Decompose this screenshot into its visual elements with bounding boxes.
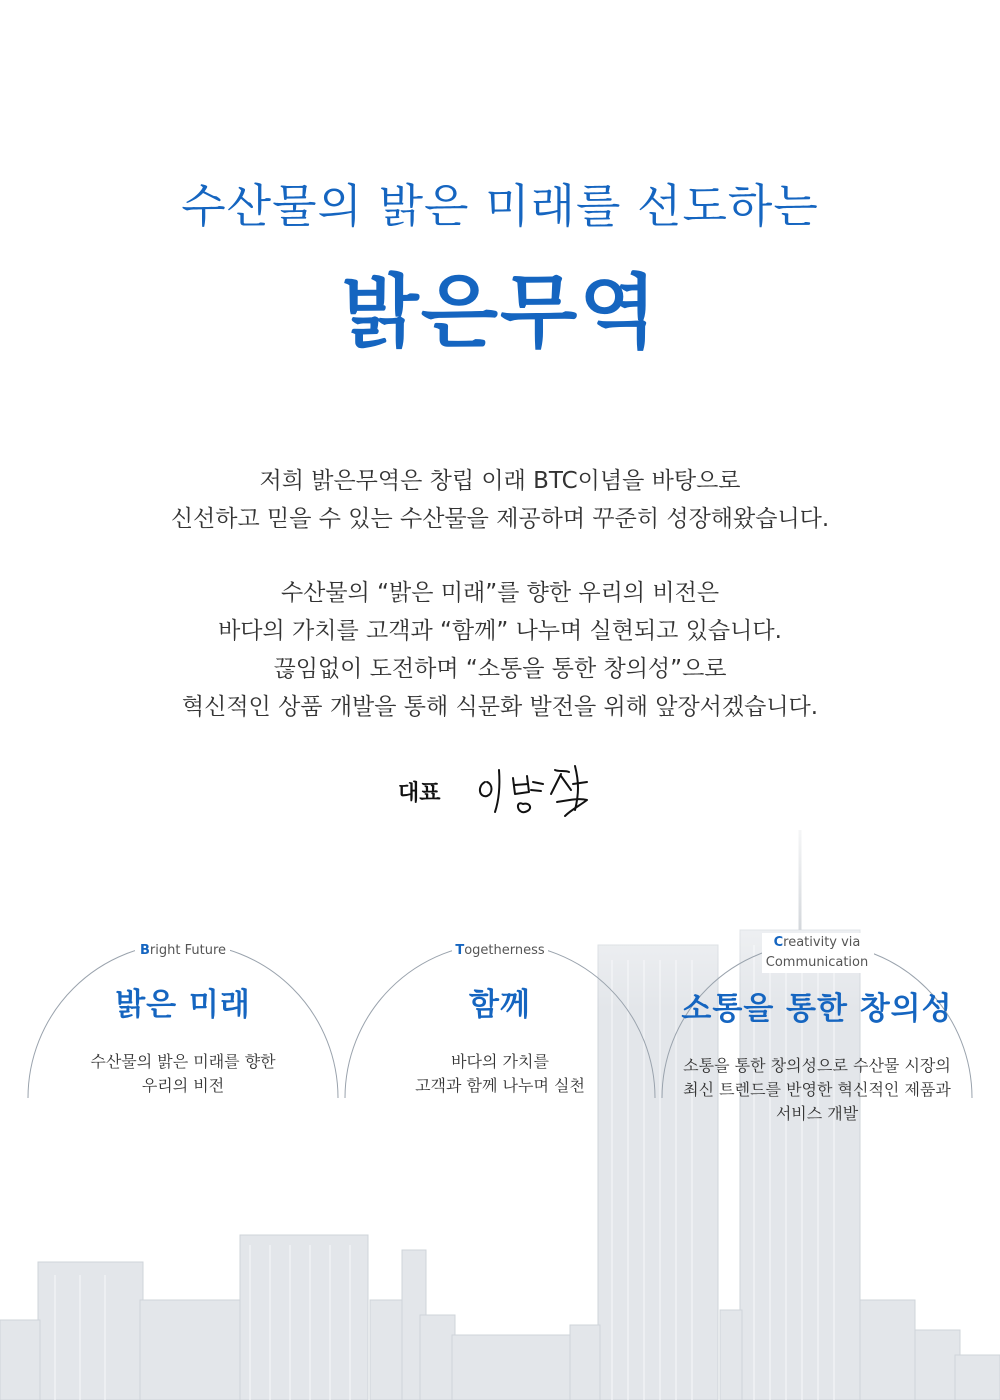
intro-line: 끊임없이 도전하며 “소통을 통한 창의성”으로 xyxy=(273,656,727,682)
desc-line: 수산물의 밝은 미래를 향한 xyxy=(90,1052,276,1071)
intro-line: 수산물의 “밝은 미래”를 향한 우리의 비전은 xyxy=(280,580,720,606)
value-title: 소통을 통한 창의성 xyxy=(681,991,953,1027)
value-tag xyxy=(28,941,338,961)
ceo-signature xyxy=(475,760,605,820)
desc-line: 우리의 비전 xyxy=(141,1076,225,1095)
value-description xyxy=(345,1050,655,1098)
value-tag xyxy=(662,933,972,973)
intro-line: 신선하고 믿을 수 있는 수산물을 제공하며 꾸준히 성장해왔습니다. xyxy=(170,506,830,532)
value-tag xyxy=(345,941,655,961)
tag-initial: T xyxy=(455,943,465,958)
tag-rest: right Future xyxy=(149,943,226,958)
tag-rest: ogetherness xyxy=(464,943,545,958)
value-togetherness xyxy=(345,941,655,1098)
desc-line: 최신 트렌드를 반영한 혁신적인 제품과 xyxy=(683,1080,951,1099)
tag-line2: Communication xyxy=(765,955,869,970)
tag-initial: B xyxy=(140,943,150,958)
value-description xyxy=(662,1054,972,1126)
brand-name: 밝은무역 xyxy=(341,266,659,359)
desc-line: 고객과 함께 나누며 실천 xyxy=(415,1076,585,1095)
spacer xyxy=(0,538,1000,574)
tag-initial: C xyxy=(773,935,784,950)
signature-row xyxy=(0,760,1000,830)
desc-line: 서비스 개발 xyxy=(775,1104,859,1123)
value-bright-future xyxy=(28,941,338,1098)
tag-rest: reativity via xyxy=(783,935,861,950)
value-title: 함께 xyxy=(469,987,531,1023)
desc-line: 바다의 가치를 xyxy=(451,1052,549,1071)
value-creativity xyxy=(662,933,972,1126)
intro-line: 바다의 가치를 고객과 “함께” 나누며 실현되고 있습니다. xyxy=(218,618,782,644)
intro-line: 혁신적인 상품 개발을 통해 식문화 발전을 위해 앞장서겠습니다. xyxy=(181,694,819,720)
desc-line: 소통을 통한 창의성으로 수산물 시장의 xyxy=(683,1056,951,1075)
headline: 수산물의 밝은 미래를 선도하는 xyxy=(181,179,819,233)
value-title: 밝은 미래 xyxy=(115,987,251,1023)
intro-text xyxy=(0,462,1000,726)
intro-line: 저희 밝은무역은 창립 이래 BTC이념을 바탕으로 xyxy=(259,468,741,494)
value-description xyxy=(28,1050,338,1098)
ceo-label: 대표 xyxy=(398,781,441,806)
